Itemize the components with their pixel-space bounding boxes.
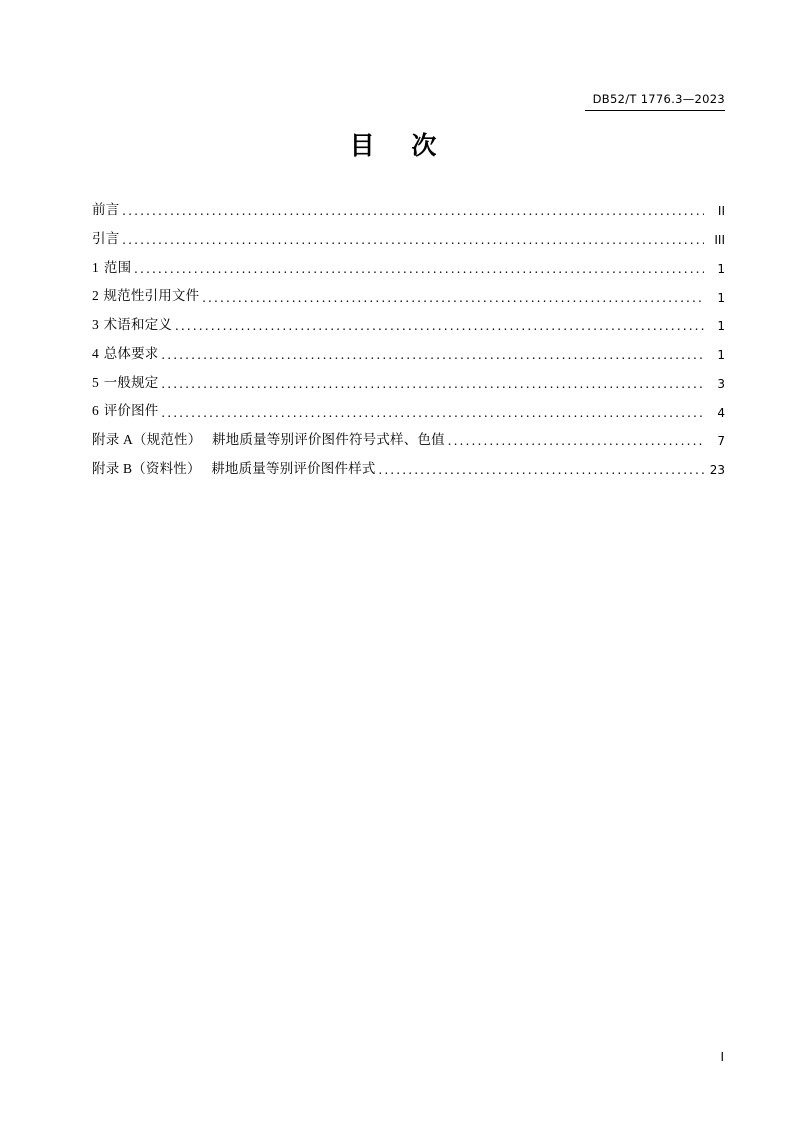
toc-entry[interactable] <box>92 258 725 278</box>
toc-entry-label: 评价图件 <box>103 403 159 419</box>
table-of-contents <box>92 200 725 488</box>
toc-leader-dots <box>122 204 704 218</box>
toc-entry[interactable] <box>92 430 725 450</box>
toc-entry-number: 4 <box>92 345 99 361</box>
toc-entry-label: 总体要求 <box>103 345 159 361</box>
toc-entry[interactable] <box>92 401 725 421</box>
toc-entry-page: III <box>714 233 725 247</box>
toc-entry-label: 附录 A（规范性） 耕地质量等别评价图件符号式样、色值 <box>92 432 445 447</box>
toc-leader-dots <box>379 463 704 477</box>
toc-entry-number: 1 <box>92 259 99 275</box>
toc-entry-label: 一般规定 <box>103 374 159 390</box>
toc-entry[interactable] <box>92 459 725 479</box>
toc-entry-number: 3 <box>92 317 99 332</box>
toc-entry[interactable] <box>92 229 725 249</box>
toc-entry-page: 7 <box>717 434 725 449</box>
toc-leader-dots <box>134 262 704 276</box>
toc-entry-page: 1 <box>717 261 725 276</box>
toc-entry[interactable] <box>92 286 725 306</box>
toc-entry[interactable] <box>92 315 725 335</box>
toc-entry-page: 1 <box>717 348 725 362</box>
toc-entry-label: 前言 <box>92 202 120 217</box>
page-title: 目 次 <box>349 131 451 160</box>
toc-entry-label: 引言 <box>92 230 120 246</box>
toc-leader-dots <box>162 377 705 391</box>
standard-code-header: DB52/T 1776.3—2023 <box>592 92 725 106</box>
toc-entry[interactable] <box>92 344 725 364</box>
toc-entry-page: 1 <box>717 290 725 305</box>
toc-entry-label: 术语和定义 <box>103 317 173 332</box>
toc-entry-page: 3 <box>717 376 725 391</box>
header-rule <box>585 110 725 111</box>
toc-entry[interactable] <box>92 200 725 220</box>
toc-entry-number: 6 <box>92 403 99 419</box>
toc-leader-dots <box>202 291 704 305</box>
toc-leader-dots <box>122 233 704 247</box>
toc-leader-dots <box>175 319 704 333</box>
toc-entry-number: 2 <box>92 288 99 304</box>
toc-leader-dots <box>162 406 705 420</box>
toc-entry-page: 23 <box>709 463 725 477</box>
toc-entry[interactable] <box>92 373 725 393</box>
toc-entry-label: 规范性引用文件 <box>103 288 200 304</box>
toc-entry-number: 5 <box>92 374 99 390</box>
toc-leader-dots <box>162 348 705 362</box>
toc-leader-dots <box>448 434 704 448</box>
toc-entry-page: II <box>717 204 725 219</box>
toc-entry-page: 4 <box>717 405 725 420</box>
toc-entry-page: 1 <box>717 319 725 334</box>
toc-entry-label: 附录 B（资料性） 耕地质量等别评价图件样式 <box>92 460 376 476</box>
toc-entry-label: 范围 <box>103 259 132 275</box>
footer-page-number: I <box>720 1050 724 1064</box>
